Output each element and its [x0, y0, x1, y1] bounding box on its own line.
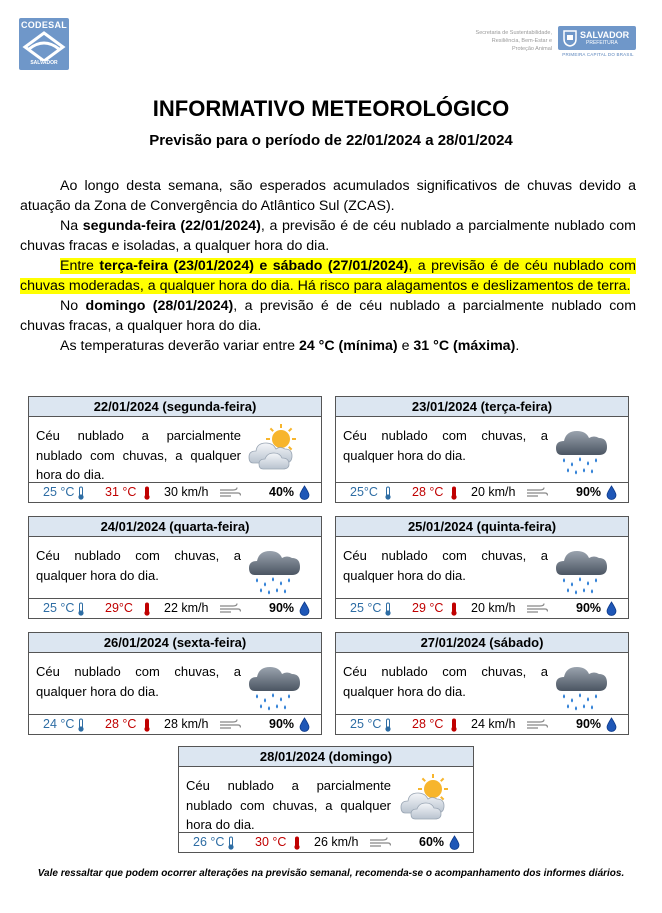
wind-icon	[219, 718, 241, 737]
thermometer-cold-icon	[384, 602, 392, 622]
day-card	[335, 632, 629, 735]
codesal-logo-name: CODESAL	[20, 20, 68, 30]
wind-speed: 20 km/h	[471, 601, 516, 615]
max-temp: 31 °C	[105, 485, 137, 499]
day-card	[178, 746, 474, 853]
thermometer-cold-icon	[77, 602, 85, 622]
day-card-footer	[336, 714, 628, 734]
wind-speed: 20 km/h	[471, 485, 516, 499]
salvador-crest-icon	[562, 29, 578, 47]
wind-icon	[526, 602, 548, 621]
day-card	[335, 396, 629, 503]
paragraph-monday: Na segunda-feira (22/01/2024), a previsão é de céu nublado a parcialmente nublado com chuvas fracas e isoladas, a qualquer hora do dia.	[20, 218, 636, 254]
rain-probability: 90%	[269, 601, 295, 615]
codesal-logo-sub: SALVADOR	[30, 60, 58, 66]
day-card	[28, 516, 322, 619]
thermometer-hot-icon	[450, 718, 458, 738]
thermometer-cold-icon	[77, 486, 85, 506]
day-card-date: 23/01/2024 (terça-feira)	[336, 397, 628, 417]
day-card	[28, 396, 322, 503]
day-card-description: Céu nublado com chuvas, a qualquer hora do dia.	[343, 428, 548, 463]
thermometer-cold-icon	[384, 486, 392, 506]
thermometer-hot-icon	[450, 602, 458, 622]
day-card-description: Céu nublado com chuvas, a qualquer hora do dia.	[36, 548, 241, 583]
day-card-date: 22/01/2024 (segunda-feira)	[29, 397, 321, 417]
day-card-description: Céu nublado com chuvas, a qualquer hora do dia.	[343, 664, 548, 699]
min-temp: 25 °C	[350, 717, 382, 731]
rain-probability: 60%	[419, 835, 445, 849]
wind-speed: 22 km/h	[164, 601, 209, 615]
day-card-date: 27/01/2024 (sábado)	[336, 633, 628, 653]
max-temp: 29 °C	[412, 601, 444, 615]
paragraph-tue-sat: Entre terça-feira (23/01/2024) e sábado (27/01/2024), a previsão é de céu nublado com chuvas moderadas, a qualquer hora do dia. Há risco para alagamentos e deslizamentos de terra.	[20, 258, 636, 294]
min-temp: 24 °C	[43, 717, 75, 731]
thermometer-hot-icon	[143, 486, 151, 506]
day-card-description: Céu nublado com chuvas, a qualquer hora do dia.	[343, 548, 548, 583]
max-temp: 28 °C	[412, 717, 444, 731]
paragraph-intro: Ao longo desta semana, são esperados acumulados significativos de chuvas devido a atuação da Zona de Convergência do Atlântico Sul (ZCAS).	[20, 178, 636, 214]
thermometer-cold-icon	[227, 836, 235, 856]
rain-cloud-icon	[552, 423, 612, 475]
salvador-logo-sub: PREFEITURA	[586, 40, 618, 46]
wind-speed: 26 km/h	[314, 835, 359, 849]
day-card-footer	[336, 482, 628, 502]
day-card-date: 28/01/2024 (domingo)	[179, 747, 473, 767]
footer-note: Vale ressaltar que podem ocorrer alterações na previsão semanal, recomenda-se o acompanhamento dos informes diários.	[37, 868, 625, 879]
day-card-footer	[336, 598, 628, 618]
day-card-footer	[29, 714, 321, 734]
day-card-footer	[29, 598, 321, 618]
codesal-logo	[19, 18, 69, 70]
rain-cloud-icon	[552, 543, 612, 595]
rain-probability: 90%	[576, 485, 602, 499]
rain-cloud-icon	[245, 659, 305, 711]
day-card-description: Céu nublado a parcialmente nublado com chuvas, a qualquer hora do dia.	[186, 778, 391, 832]
day-card-footer	[29, 482, 321, 502]
day-card	[28, 632, 322, 735]
wind-speed: 28 km/h	[164, 717, 209, 731]
wind-speed: 24 km/h	[471, 717, 516, 731]
day-card-date: 24/01/2024 (quarta-feira)	[29, 517, 321, 537]
rain-probability: 90%	[576, 601, 602, 615]
thermometer-hot-icon	[143, 718, 151, 738]
min-temp: 25 °C	[43, 485, 75, 499]
page-subtitle: Previsão para o período de 22/01/2024 a 28/01/2024	[149, 132, 513, 149]
raindrop-icon	[606, 485, 617, 506]
thermometer-cold-icon	[384, 718, 392, 738]
wind-icon	[369, 836, 391, 855]
raindrop-icon	[606, 601, 617, 622]
rain-cloud-icon	[245, 543, 305, 595]
raindrop-icon	[299, 601, 310, 622]
raindrop-icon	[449, 835, 460, 856]
max-temp: 30 °C	[255, 835, 287, 849]
day-card-description: Céu nublado a parcialmente nublado com chuvas, a qualquer hora do dia.	[36, 428, 241, 482]
salvador-logo-name: SALVADOR	[580, 30, 630, 40]
wind-icon	[219, 486, 241, 505]
forecast-text	[20, 176, 636, 356]
page-title: INFORMATIVO METEOROLÓGICO	[152, 96, 510, 121]
salvador-logo	[558, 26, 638, 60]
secretaria-text: Secretaria de Sustentabilidade, Resiliência, Bem-Estar e Proteção Animal	[475, 30, 552, 52]
wind-speed: 30 km/h	[164, 485, 209, 499]
min-temp: 25 °C	[43, 601, 75, 615]
min-temp: 25°C	[350, 485, 378, 499]
thermometer-cold-icon	[77, 718, 85, 738]
day-card-footer	[179, 832, 473, 852]
rain-probability: 90%	[576, 717, 602, 731]
day-card-description: Céu nublado com chuvas, a qualquer hora do dia.	[36, 664, 241, 699]
rain-probability: 40%	[269, 485, 295, 499]
max-temp: 29°C	[105, 601, 133, 615]
wind-icon	[526, 718, 548, 737]
day-card-date: 25/01/2024 (quinta-feira)	[336, 517, 628, 537]
paragraph-sunday: No domingo (28/01/2024), a previsão é de céu nublado a parcialmente nublado com chuvas fracas, a qualquer hora do dia.	[20, 298, 637, 334]
partly-cloudy-sun-icon	[397, 773, 457, 825]
raindrop-icon	[299, 717, 310, 738]
rain-cloud-icon	[552, 659, 612, 711]
thermometer-hot-icon	[143, 602, 151, 622]
thermometer-hot-icon	[450, 486, 458, 506]
thermometer-hot-icon	[293, 836, 301, 856]
min-temp: 25 °C	[350, 601, 382, 615]
raindrop-icon	[299, 485, 310, 506]
day-card	[335, 516, 629, 619]
day-card-date: 26/01/2024 (sexta-feira)	[29, 633, 321, 653]
wind-icon	[219, 602, 241, 621]
wind-icon	[526, 486, 548, 505]
codesal-emblem-icon	[19, 31, 69, 61]
page-header	[0, 0, 662, 80]
rain-probability: 90%	[269, 717, 295, 731]
raindrop-icon	[606, 717, 617, 738]
paragraph-temperatures: As temperaturas deverão variar entre 24 °C (mínima) e 31 °C (máxima).	[60, 338, 520, 354]
partly-cloudy-sun-icon	[245, 423, 305, 475]
salvador-logo-band: PRIMEIRA CAPITAL DO BRASIL	[562, 52, 634, 57]
min-temp: 26 °C	[193, 835, 225, 849]
max-temp: 28 °C	[412, 485, 444, 499]
max-temp: 28 °C	[105, 717, 137, 731]
